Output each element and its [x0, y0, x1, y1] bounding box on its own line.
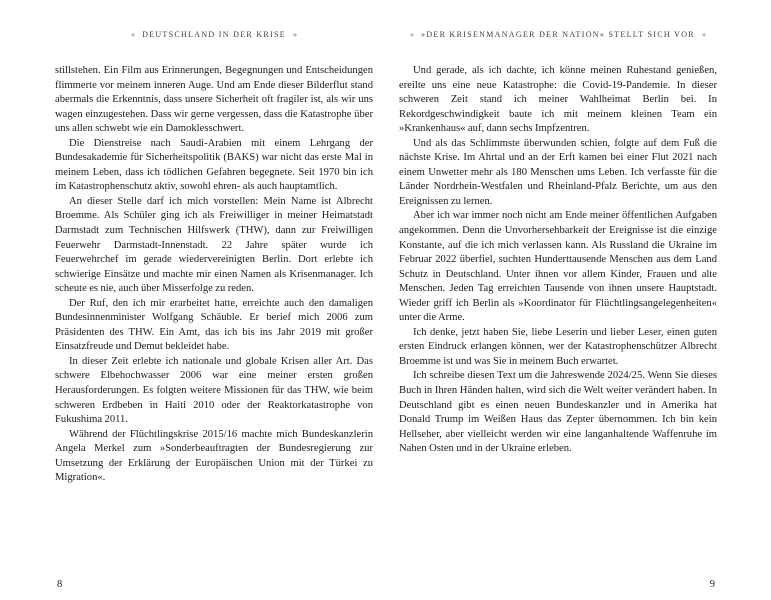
- paragraph: An dieser Stelle darf ich mich vorstellen: Mein Name ist Albrecht Broemme. Als Schüler ging ich als Freiwilliger in meiner Heimatstadt Darmstadt zum Technischen Hilfswerk (THW), dann zur Freiwilligen Feuerwehr Darmstadt-Innenstadt. 22 Jahre später wurde ich Feuerwehrchef im gerade wiedervereinigten Berlin. Dort erlebte ich schwierige Einsätze und machte mir einen Namen als Krisenmanager. Ich scheute es nie, auch über Misserfolge zu reden.: [55, 195, 373, 295]
- running-head-left-text: DEUTSCHLAND IN DER KRISE: [142, 30, 286, 39]
- paragraph: In dieser Zeit erlebte ich nationale und globale Krisen aller Art. Das schwere Elbehochwasser 2006 war eine meiner ersten großen Herausforderungen. Es folgten weitere Missionen für das THW, wie beim schweren Erdbeben in Haiti 2010 oder der Reaktorkatastrophe von Fukushima 2011.: [55, 355, 373, 426]
- paragraph: Ich denke, jetzt haben Sie, liebe Leserin und lieber Leser, einen guten ersten Eindruck erlangen können, wer der Katastrophenschützer Albrecht Broemme ist und was Sie in meinem Buch erwartet.: [399, 326, 717, 367]
- guillemet-right-icon: »: [701, 30, 706, 39]
- running-head-right-text: »DER KRISENMANAGER DER NATION« STELLT SICH VOR: [421, 30, 695, 39]
- page-right: [399, 0, 717, 600]
- guillemet-left-icon: «: [410, 30, 415, 39]
- page-left-body: [55, 64, 373, 486]
- paragraph: stillstehen. Ein Film aus Erinnerungen, Begegnungen und Entscheidungen flimmerte vor meinem inneren Auge. Und am Ende dieser Bilderflut stand abermals die Erkenntnis, dass unsere Sicherheit oft fragiler ist, als wir uns wagen einzugestehen. Dass wir gerne vergessen, dass die Katastrophe über uns allen schwebt wie ein Damoklesschwert.: [55, 65, 373, 135]
- paragraph: Und gerade, als ich dachte, ich könne meinen Ruhestand genießen, ereilte uns eine neue Katastrophe: die Covid-19-Pandemie. In dieser schweren Zeit stand ich meiner Wahlheimat Berlin bei. In Rekordgeschwindigkeit baute ich mit meinem kleinen Team ein »Krankenhaus« auf, dann sechs Impfzentren.: [399, 65, 717, 135]
- guillemet-left-icon: «: [131, 30, 136, 39]
- paragraph: Ich schreibe diesen Text um die Jahreswende 2024/25. Wenn Sie dieses Buch in Ihren Händen halten, wird sich die Welt weiter verändert haben. In Deutschland gibt es einen neuen Bundeskanzler und in Amerika hat Donald Trump im Weißen Haus das Zepter übernommen. Ich bin kein Hellseher, aber vielleicht werden wir eine langanhaltende Waffenruhe im Nahen Osten und in der Ukraine erleben.: [399, 370, 717, 455]
- paragraph: Die Dienstreise nach Saudi-Arabien mit einem Lehrgang der Bundesakademie für Sicherheitspolitik (BAKS) war nicht das erste Mal in meinem Leben, dass ich tödlichen Gefahren begegnete. Seit 1970 bin ich im Katastrophenschutz aktiv, sowohl ehren- als auch hauptamtlich.: [55, 137, 373, 193]
- page-number-left: 8: [57, 579, 63, 590]
- paragraph: Aber ich war immer noch nicht am Ende meiner öffentlichen Aufgaben angekommen. Denn die Unvorhersehbarkeit der Ereignisse ist die einzige Konstante, auf die ich mich verlassen kann. Als Russland die Ukraine im Februar 2022 überfiel, suchten Hunderttausende Menschen aus dem Land Schutz in Deutschland. Unter ihnen vor allem Kinder, Frauen und alte Menschen. Jeden Tag erreichten Tausende von ihnen unsere Hauptstadt. Wieder griff ich Berlin als »Koordinator für Flüchtlingsangelegenheiten« unter die Arme.: [399, 210, 717, 324]
- paragraph: Der Ruf, den ich mir erarbeitet hatte, erreichte auch den damaligen Bundesinnenminister Wolfgang Schäuble. Er berief mich 2006 zum Präsidenten des THW. Ein Amt, das ich bis ins Jahr 2019 mit großer Einsatzfreude und Demut bekleidet habe.: [55, 297, 373, 353]
- page-number-right: 9: [709, 579, 715, 590]
- page-right-body: [399, 64, 717, 457]
- paragraph: Während der Flüchtlingskrise 2015/16 machte mich Bundeskanzlerin Angela Merkel zum »Sonderbeauftragten der Bundesregierung zur Umsetzung der Erklärung der Europäischen Union mit der Türkei zu Migration«.: [55, 428, 373, 484]
- running-head-right: [399, 30, 717, 39]
- page-left: [55, 0, 373, 600]
- running-head-left: [55, 30, 373, 39]
- paragraph: Und als das Schlimmste überwunden schien, folgte auf dem Fuß die nächste Krise. Im Ahrtal und an der Erft kamen bei einer Flut 2021 nach einem Unwetter mehr als 180 Menschen ums Leben. Ich verfasste für die Länder Nordrhein-Westfalen und Rheinland-Pfalz Berichte, um aus den Ereignissen zu lernen.: [399, 137, 717, 207]
- guillemet-right-icon: »: [292, 30, 297, 39]
